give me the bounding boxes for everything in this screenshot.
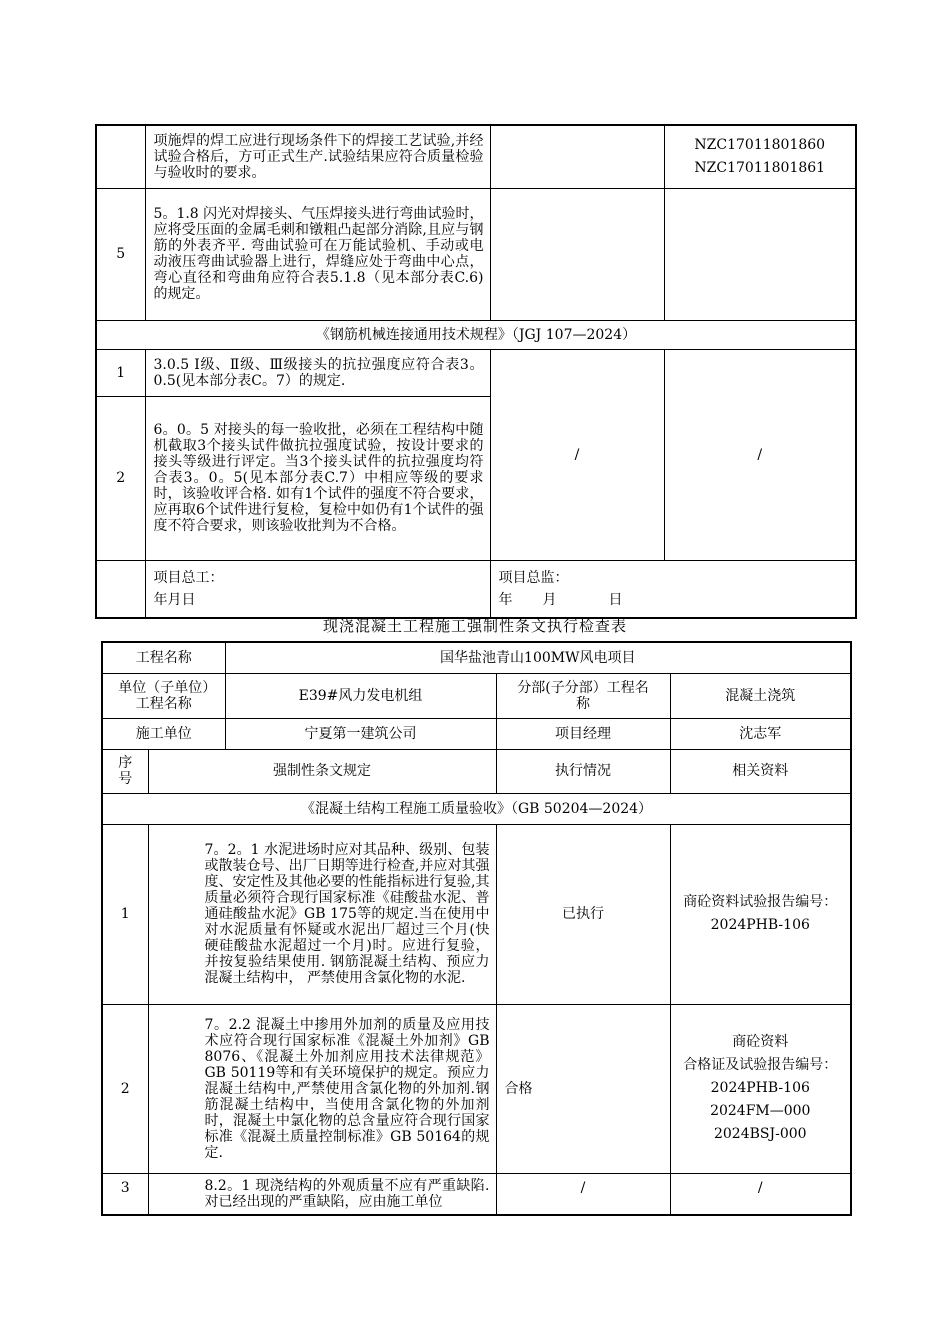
column-header-execution: 执行情况 (496, 749, 670, 793)
contractor-label: 施工单位 (102, 718, 225, 749)
clause-text: 8.2。1 现浇结构的外观质量不应有严重缺陷. 对已经出现的严重缺陷，应由施工单位 (148, 1173, 496, 1215)
reference-line: NZC17011801860 (694, 136, 826, 153)
execution-cell: 合格 (496, 1004, 670, 1173)
reference-line: NZC17011801861 (694, 159, 826, 176)
project-name-label: 工程名称 (102, 642, 225, 673)
reference-line: 合格证及试验报告编号： (683, 1057, 838, 1073)
reference-cell (664, 125, 856, 188)
unit-label: 单位（子单位）工程名称 (102, 673, 225, 718)
signature-date (499, 589, 848, 611)
section-title: 《混凝土结构工程施工质量验收》（GB 50204—2024） (102, 793, 851, 824)
reference-cell: / (670, 1173, 851, 1215)
reference-cell (664, 188, 856, 320)
clause-text: 6。0。5 对接头的每一验收批，必须在工程结构中随机截取3个接头试件做抗拉强度试验，按设计要求的接头等级进行评定。当3个接头试件的抗拉强度均符合表3。0。5(见本部分表C.7）中相应等级的要求时，该验收评合格. 如有1个试件的强度不符合要求，应再取6个试件进行复检，复检中如仍有1个试件的强度不符合要求，则该验收批判为不合格。 (145, 396, 490, 560)
reference-line: 2024PHB-106 (710, 1080, 810, 1096)
project-name-value: 国华盐池青山100MW风电项目 (225, 642, 851, 673)
row-number: 3 (102, 1173, 148, 1215)
table-row (96, 188, 856, 320)
row-number: 5 (96, 188, 145, 320)
section-title: 《钢筋机械连接通用技术规程》（JGJ 107—2024） (96, 320, 856, 349)
table-row (102, 1004, 851, 1173)
reference-cell: 商砼资料试验报告编号：2024PHB-106 (670, 824, 851, 1004)
division-value: 混凝土浇筑 (670, 673, 851, 718)
table-row (96, 125, 856, 188)
clause-text: 3.0.5 Ⅰ级、Ⅱ级、Ⅲ级接头的抗拉强度应符合表3。0.5(见本部分表C。7）的规定. (145, 349, 490, 396)
chief-engineer-label: 项目总工： (153, 569, 224, 586)
signature-date: 年月日 (153, 591, 196, 608)
table-row (102, 673, 851, 718)
table-row (102, 824, 851, 1004)
year-label: 年 (498, 591, 513, 608)
reference-cell (670, 1004, 851, 1173)
section-row (102, 793, 851, 824)
row-number (96, 125, 145, 188)
table-row (102, 1173, 851, 1215)
column-header-refs: 相关资料 (670, 749, 851, 793)
reference-line: 2024BSJ-000 (713, 1126, 807, 1142)
reference-cell: / (664, 349, 856, 560)
section-row (96, 320, 856, 349)
clause-text: 7。2。1 水泥进场时应对其品种、级别、包装或散装仓号、出厂日期等进行检查,并应对其强度、安定性及其他必要的性能指标进行复验,其质量必须符合现行国家标准《硅酸盐水泥、普通硅酸盐水泥》GB 175等的规定.当在使用中对水泥质量有怀疑或水泥出厂超过三个月(快硬硅酸盐水泥超过一个月)时。应进行复验，并按复验结果使用. 钢筋混凝土结构、预应力混凝土结构中， 严禁使用含氯化物的水泥. (148, 824, 496, 1004)
reference-line: 2024FM—000 (710, 1103, 811, 1119)
table-row (102, 642, 851, 673)
row-number: 1 (102, 824, 148, 1004)
clause-text: 5。1.8 闪光对焊接头、气压焊接头进行弯曲试验时，应将受压面的金属毛刺和镦粗凸起部分消除,且应与钢筋的外表齐平. 弯曲试验可在万能试验机、手动或电动液压弯曲试验器上进行，焊缝应处于弯曲中心点，弯心直径和弯曲角应符合表5.1.8（见本部分表C.6)的规定。 (145, 188, 490, 320)
execution-cell (490, 188, 664, 320)
chief-engineer-signature (145, 560, 490, 618)
header-row (102, 749, 851, 793)
manager-value: 沈志军 (670, 718, 851, 749)
clause-text: 7。2.2 混凝土中掺用外加剂的质量及应用技术应符合现行国家标准《混凝土外加剂》GB 8076、《混凝土外加剂应用技术法律规范》GB 50119等和有关环境保护的规定。预应力混凝土结构中,严禁使用含氯化物的外加剂.钢筋混凝土结构中，当使用含氯化物的外加剂时，混凝土中氯化物的总含量应符合现行国家标准《混凝土质量控制标准》GB 50164的规定. (148, 1004, 496, 1173)
chief-supervisor-signature (490, 560, 856, 618)
table-concrete-check (101, 641, 852, 1216)
division-label: 分部(子分部）工程名称 (496, 673, 670, 718)
chief-supervisor-label: 项目总监： (498, 569, 569, 586)
page-title: 现浇混凝土工程施工强制性条文执行检查表 (322, 617, 627, 635)
signature-spacer (96, 560, 145, 618)
execution-cell: / (490, 349, 664, 560)
execution-cell (490, 125, 664, 188)
signature-row (96, 560, 856, 618)
row-number: 2 (96, 396, 145, 560)
day-label: 日 (608, 591, 623, 608)
clause-text: 项施焊的焊工应进行现场条件下的焊接工艺试验,并经试验合格后，方可正式生产.试验结果应符合质量检验与验收时的要求。 (145, 125, 490, 188)
manager-label: 项目经理 (496, 718, 670, 749)
table-row (96, 349, 856, 396)
table-rebar-continued (95, 124, 857, 619)
unit-value: E39#风力发电机组 (225, 673, 496, 718)
row-number: 2 (102, 1004, 148, 1173)
execution-cell: 已执行 (496, 824, 670, 1004)
month-label: 月 (542, 591, 557, 608)
column-header-no: 序号 (102, 749, 148, 793)
contractor-value: 宁夏第一建筑公司 (225, 718, 496, 749)
column-header-clause: 强制性条文规定 (148, 749, 496, 793)
execution-cell: / (496, 1173, 670, 1215)
reference-line: 商砼资料 (732, 1034, 789, 1050)
row-number: 1 (96, 349, 145, 396)
table-row (102, 718, 851, 749)
